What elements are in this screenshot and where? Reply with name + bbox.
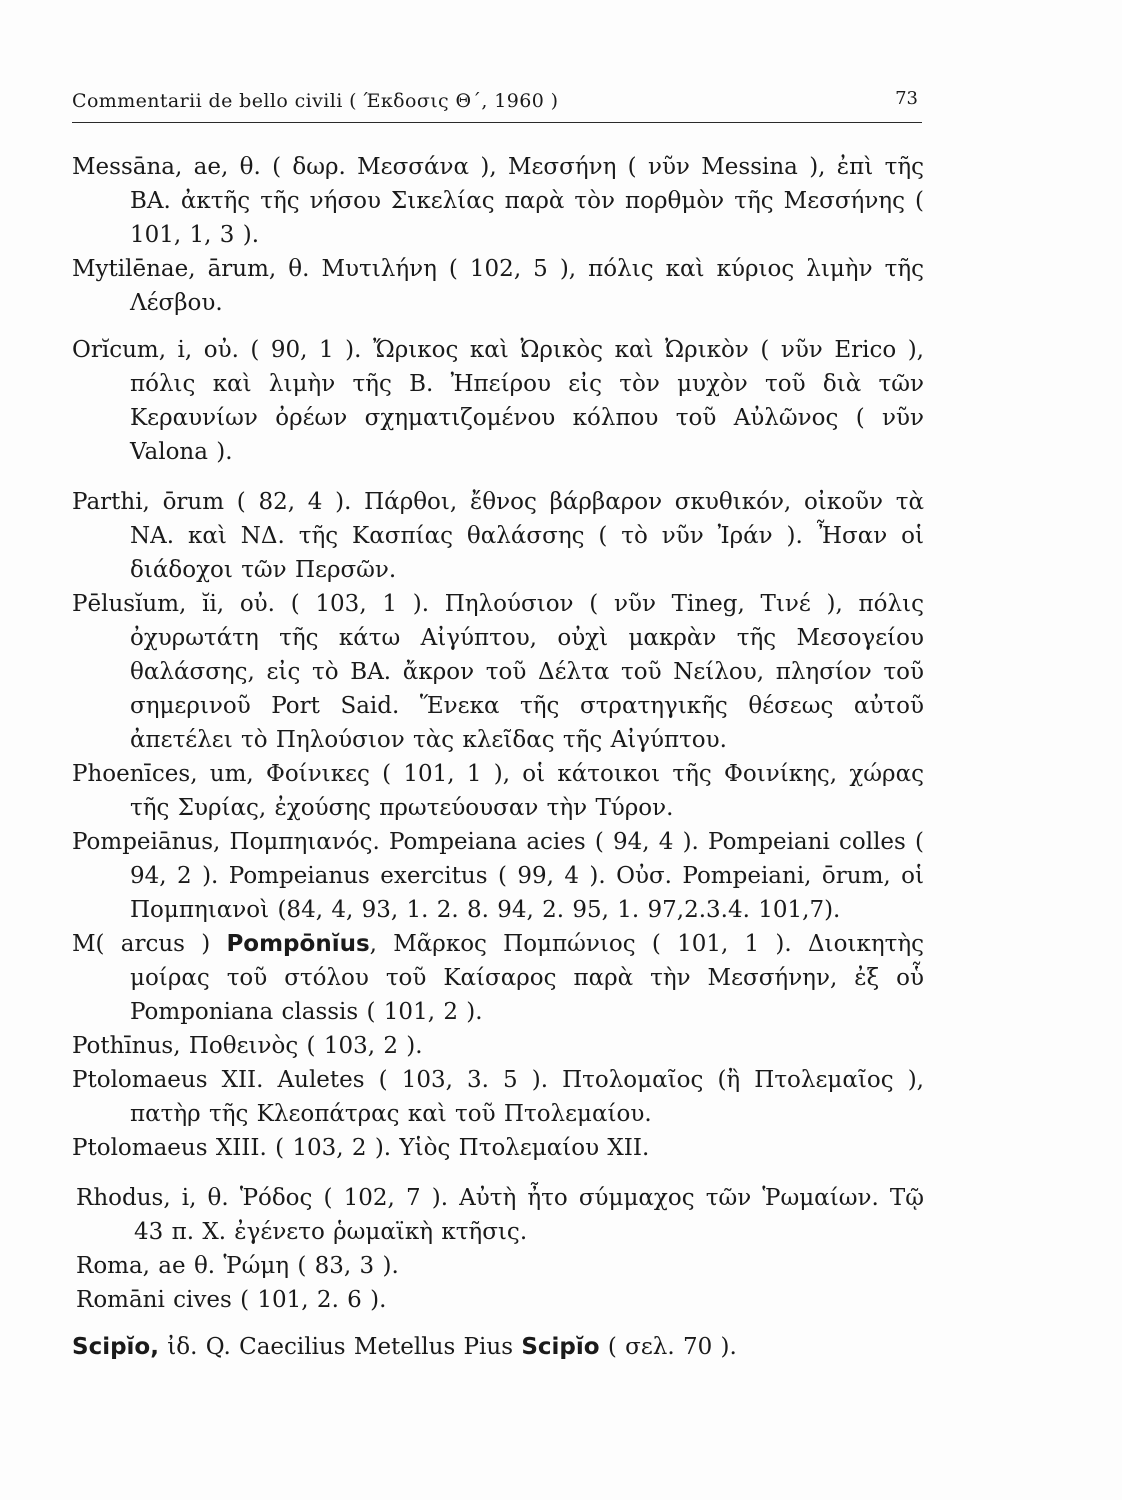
running-header	[72, 88, 922, 123]
entry-text: Romāni cives ( 101, 2. 6 ).	[76, 1287, 387, 1313]
entry-oricum	[72, 333, 924, 469]
entry-messana	[72, 150, 924, 252]
entry-text: ( σελ. 70 ).	[599, 1334, 737, 1360]
entry-ptolomaeus-xiii	[72, 1131, 924, 1165]
entry-rhodus	[76, 1181, 924, 1249]
entry-text: Pothīnus, Ποθεινὸς ( 103, 2 ).	[72, 1033, 423, 1059]
entry-text: Ptolomaeus XIII. ( 103, 2 ). Υἱὸς Πτολεμαίου XII.	[72, 1135, 650, 1161]
entry-romani-cives	[76, 1283, 924, 1317]
entry-text: Orĭcum, i, οὐ. ( 90, 1 ). Ὤρικος καὶ Ὠρικὸς καὶ Ὠρικὸν ( νῦν Erico ), πόλις καὶ λιμὴν τῆς Β. Ἠπείρου εἰς τὸν μυχὸν τοῦ διὰ τῶν Κεραυνίων ὀρέων σχηματιζομένου κόλπου τοῦ Αὐλῶνος ( νῦν Valona ).	[72, 337, 924, 465]
entry-pelusium	[72, 587, 924, 757]
entry-text: Pompeiānus, Πομπηιανός. Pompeiana acies ( 94, 4 ). Pompeiani colles ( 94, 2 ). Pompeianus exercitus ( 99, 4 ). Οὐσ. Pompeiani, ōrum, οἱ Πομπηιανοὶ (84, 4, 93, 1. 2. 8. 94, 2. 95, 1. 97,2.3.4. 101,7).	[72, 829, 924, 923]
entry-roma	[76, 1249, 924, 1283]
entry-text: Phoenīces, um, Φοίνικες ( 101, 1 ), οἱ κάτοικοι τῆς Φοινίκης, χώρας τῆς Συρίας, ἐχούσης πρωτεύουσαν τὴν Τύρον.	[72, 761, 924, 821]
entry-text: Mytilēnae, ārum, θ. Μυτιλήνη ( 102, 5 ), πόλις καὶ κύριος λιμὴν τῆς Λέσβου.	[72, 256, 924, 316]
entry-middle: ἰδ. Q. Caecilius Metellus Pius	[158, 1334, 522, 1360]
entry-headword: Pompōnĭus	[226, 931, 370, 957]
entry-scipio	[72, 1330, 924, 1364]
entry-text: Roma, ae θ. Ῥώμη ( 83, 3 ).	[76, 1253, 399, 1279]
entry-pompeianus	[72, 825, 924, 927]
entry-parthi	[72, 485, 924, 587]
entry-pothinus	[72, 1029, 924, 1063]
entry-text: Rhodus, i, θ. Ῥόδος ( 102, 7 ). Αὐτὴ ἦτο σύμμαχος τῶν Ῥωμαίων. Τῷ 43 π. Χ. ἐγένετο ῥωμαϊκὴ κτῆσις.	[76, 1185, 924, 1245]
entry-headword: Scipĭo,	[72, 1334, 159, 1360]
entry-text: , Μᾶρκος Πομπώνιος ( 101, 1 ). Διοικητὴς μοίρας τοῦ στόλου τοῦ Καίσαρος παρὰ τὴν Μεσσήνην, ἐξ οὗ Pomponiana classis ( 101, 2 ).	[130, 931, 924, 1025]
entry-headword-2: Scipĭo	[521, 1334, 600, 1360]
entry-ptolomaeus-xii	[72, 1063, 924, 1131]
page-number: 73	[895, 88, 918, 109]
entry-phoenices	[72, 757, 924, 825]
entry-prefix: M( arcus )	[72, 931, 227, 957]
entry-mytilenae	[72, 252, 924, 320]
entry-text: Parthi, ōrum ( 82, 4 ). Πάρθοι, ἔθνος βάρβαρον σκυθικόν, οἰκοῦν τὰ ΝΑ. καὶ ΝΔ. τῆς Κασπίας θαλάσσης ( τὸ νῦν Ἰράν ). Ἦσαν οἱ διάδοχοι τῶν Περσῶν.	[72, 489, 924, 583]
entry-text: Messāna, ae, θ. ( δωρ. Μεσσάνα ), Μεσσήνη ( νῦν Messina ), ἐπὶ τῆς ΒΑ. ἀκτῆς τῆς νήσου Σικελίας παρὰ τὸν πορθμὸν τῆς Μεσσήνης ( 101, 1, 3 ).	[72, 154, 924, 248]
entry-pomponius	[72, 927, 924, 1029]
entry-text: Pēlusĭum, ĭi, οὐ. ( 103, 1 ). Πηλούσιον ( νῦν Tineg, Τινέ ), πόλις ὀχυρωτάτη τῆς κάτω Αἰγύπτου, οὐχὶ μακρὰν τῆς Μεσογείου θαλάσσης, εἰς τὸ ΒΑ. ἄκρον τοῦ Δέλτα τοῦ Νείλου, πλησίον τοῦ σημερινοῦ Port Said. Ἕνεκα τῆς στρατηγικῆς θέσεως αὐτοῦ ἀπετέλει τὸ Πηλούσιον τὰς κλεῖδας τῆς Αἰγύπτου.	[72, 591, 924, 753]
entry-text: Ptolomaeus XII. Auletes ( 103, 3. 5 ). Πτολομαῖος (ἢ Πτολεμαῖος ), πατὴρ τῆς Κλεοπάτρας καὶ τοῦ Πτολεμαίου.	[72, 1067, 924, 1127]
glossary-entries	[72, 150, 924, 1364]
header-title: Commentarii de bello civili ( Έκδοσις Θ΄, 1960 )	[72, 90, 559, 112]
